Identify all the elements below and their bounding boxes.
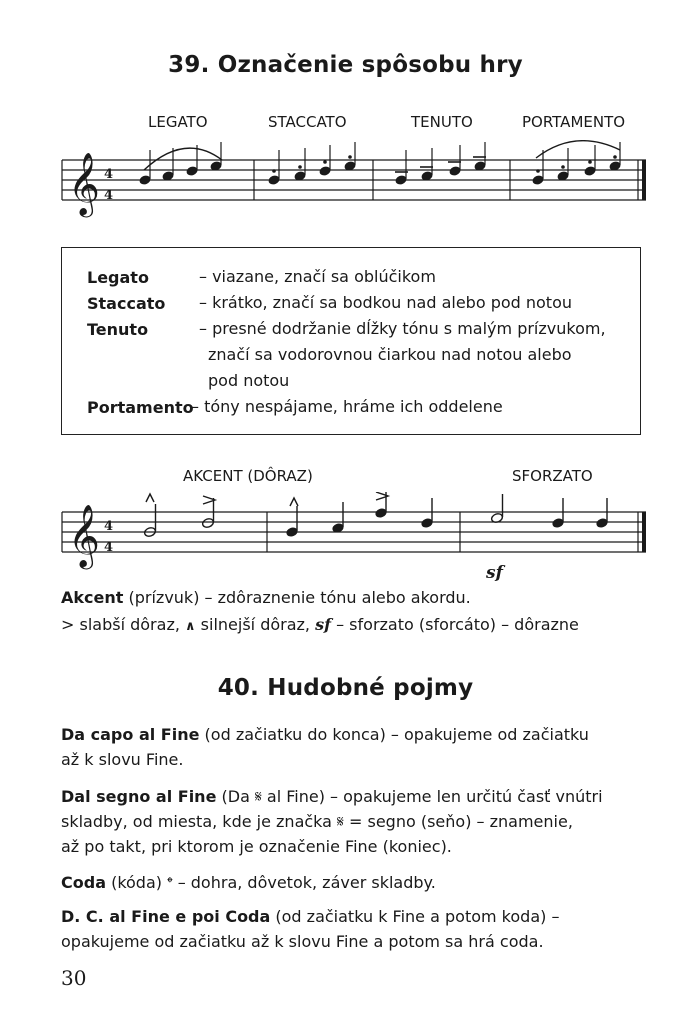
label-staccato: STACCATO	[268, 113, 347, 131]
label-legato: LEGATO	[148, 113, 208, 131]
label-portamento: PORTAMENTO	[522, 113, 626, 131]
term-portamento: Portamento	[87, 398, 194, 417]
term-text: opakujeme od začiatku až k slovu Fine a potom sa hrá coda.	[61, 932, 544, 951]
term-legato: Legato	[87, 268, 149, 287]
strong-accent-icon: ∧	[185, 619, 196, 634]
def-tenuto-line3: pod notou	[208, 371, 290, 390]
svg-text:4: 4	[104, 519, 114, 534]
term-item	[61, 904, 651, 954]
def-tenuto-line2: značí sa vodorovnou čiarkou nad notou alebo	[208, 345, 572, 364]
sf-text: – sforzato (sforcáto) – dôrazne	[336, 615, 579, 634]
svg-text:4: 4	[104, 540, 114, 555]
treble-clef-icon: 𝄞	[68, 152, 100, 215]
treble-clef-icon: 𝄞	[68, 504, 100, 567]
term-text: (kóda) 𝄌 – dohra, dôvetok, záver skladby.	[105, 873, 436, 892]
term-dal-segno: Dal segno al Fine	[61, 787, 217, 806]
term-text: (od začiatku k Fine a potom koda) –	[270, 907, 560, 926]
term-da-capo: Da capo al Fine	[61, 725, 200, 744]
sf-mark: sf	[486, 563, 503, 582]
term-tenuto: Tenuto	[87, 320, 149, 339]
section-title-40: 40. Hudobné pojmy	[217, 675, 474, 701]
term-text: skladby, od miesta, kde je značka 𝄋 = segno (seňo) – znamenie,	[61, 812, 573, 831]
page-number: 30	[61, 966, 87, 990]
akcent-text: (prízvuk) – zdôraznenie tónu alebo akordu.	[123, 588, 471, 607]
term-dc-al-fine: D. C. al Fine e poi Coda	[61, 907, 271, 926]
svg-text:4: 4	[104, 188, 114, 203]
term-text: (od začiatku do konca) – opakujeme od začiatku	[199, 725, 589, 744]
term-text: až k slovu Fine.	[61, 750, 184, 769]
term-text: (Da 𝄋 al Fine) – opakujeme len určitú časť vnútri	[216, 787, 603, 806]
label-tenuto: TENUTO	[411, 113, 473, 131]
term-staccato: Staccato	[87, 294, 166, 313]
term-item	[61, 722, 651, 772]
weak-accent-text: slabší dôraz,	[79, 615, 180, 634]
svg-text:4: 4	[104, 167, 114, 182]
music-staff-articulations	[60, 140, 650, 220]
def-legato: – viazane, značí sa oblúčikom	[199, 267, 436, 286]
accent-definition	[61, 585, 651, 610]
definitions-box	[61, 247, 641, 435]
term-text: až po takt, pri ktorom je označenie Fine (koniec).	[61, 837, 452, 856]
label-akcent: AKCENT (DÔRAZ)	[183, 467, 313, 485]
def-staccato: – krátko, značí sa bodkou nad alebo pod notou	[199, 293, 573, 312]
sf-icon: sf	[315, 615, 331, 634]
term-item	[61, 784, 651, 859]
def-portamento: – tóny nespájame, hráme ich oddelene	[191, 397, 503, 416]
term-akcent: Akcent	[61, 588, 124, 607]
weak-accent-icon: >	[61, 615, 75, 634]
accent-legend	[61, 612, 651, 639]
term-item	[61, 870, 651, 895]
section-title-39: 39. Označenie spôsobu hry	[168, 52, 523, 78]
def-tenuto-line1: – presné dodržanie dĺžky tónu s malým prízvukom,	[199, 319, 606, 338]
music-staff-accents	[60, 492, 650, 582]
term-coda: Coda	[61, 873, 106, 892]
label-sforzato: SFORZATO	[512, 467, 593, 485]
strong-accent-text: silnejší dôraz,	[200, 615, 311, 634]
